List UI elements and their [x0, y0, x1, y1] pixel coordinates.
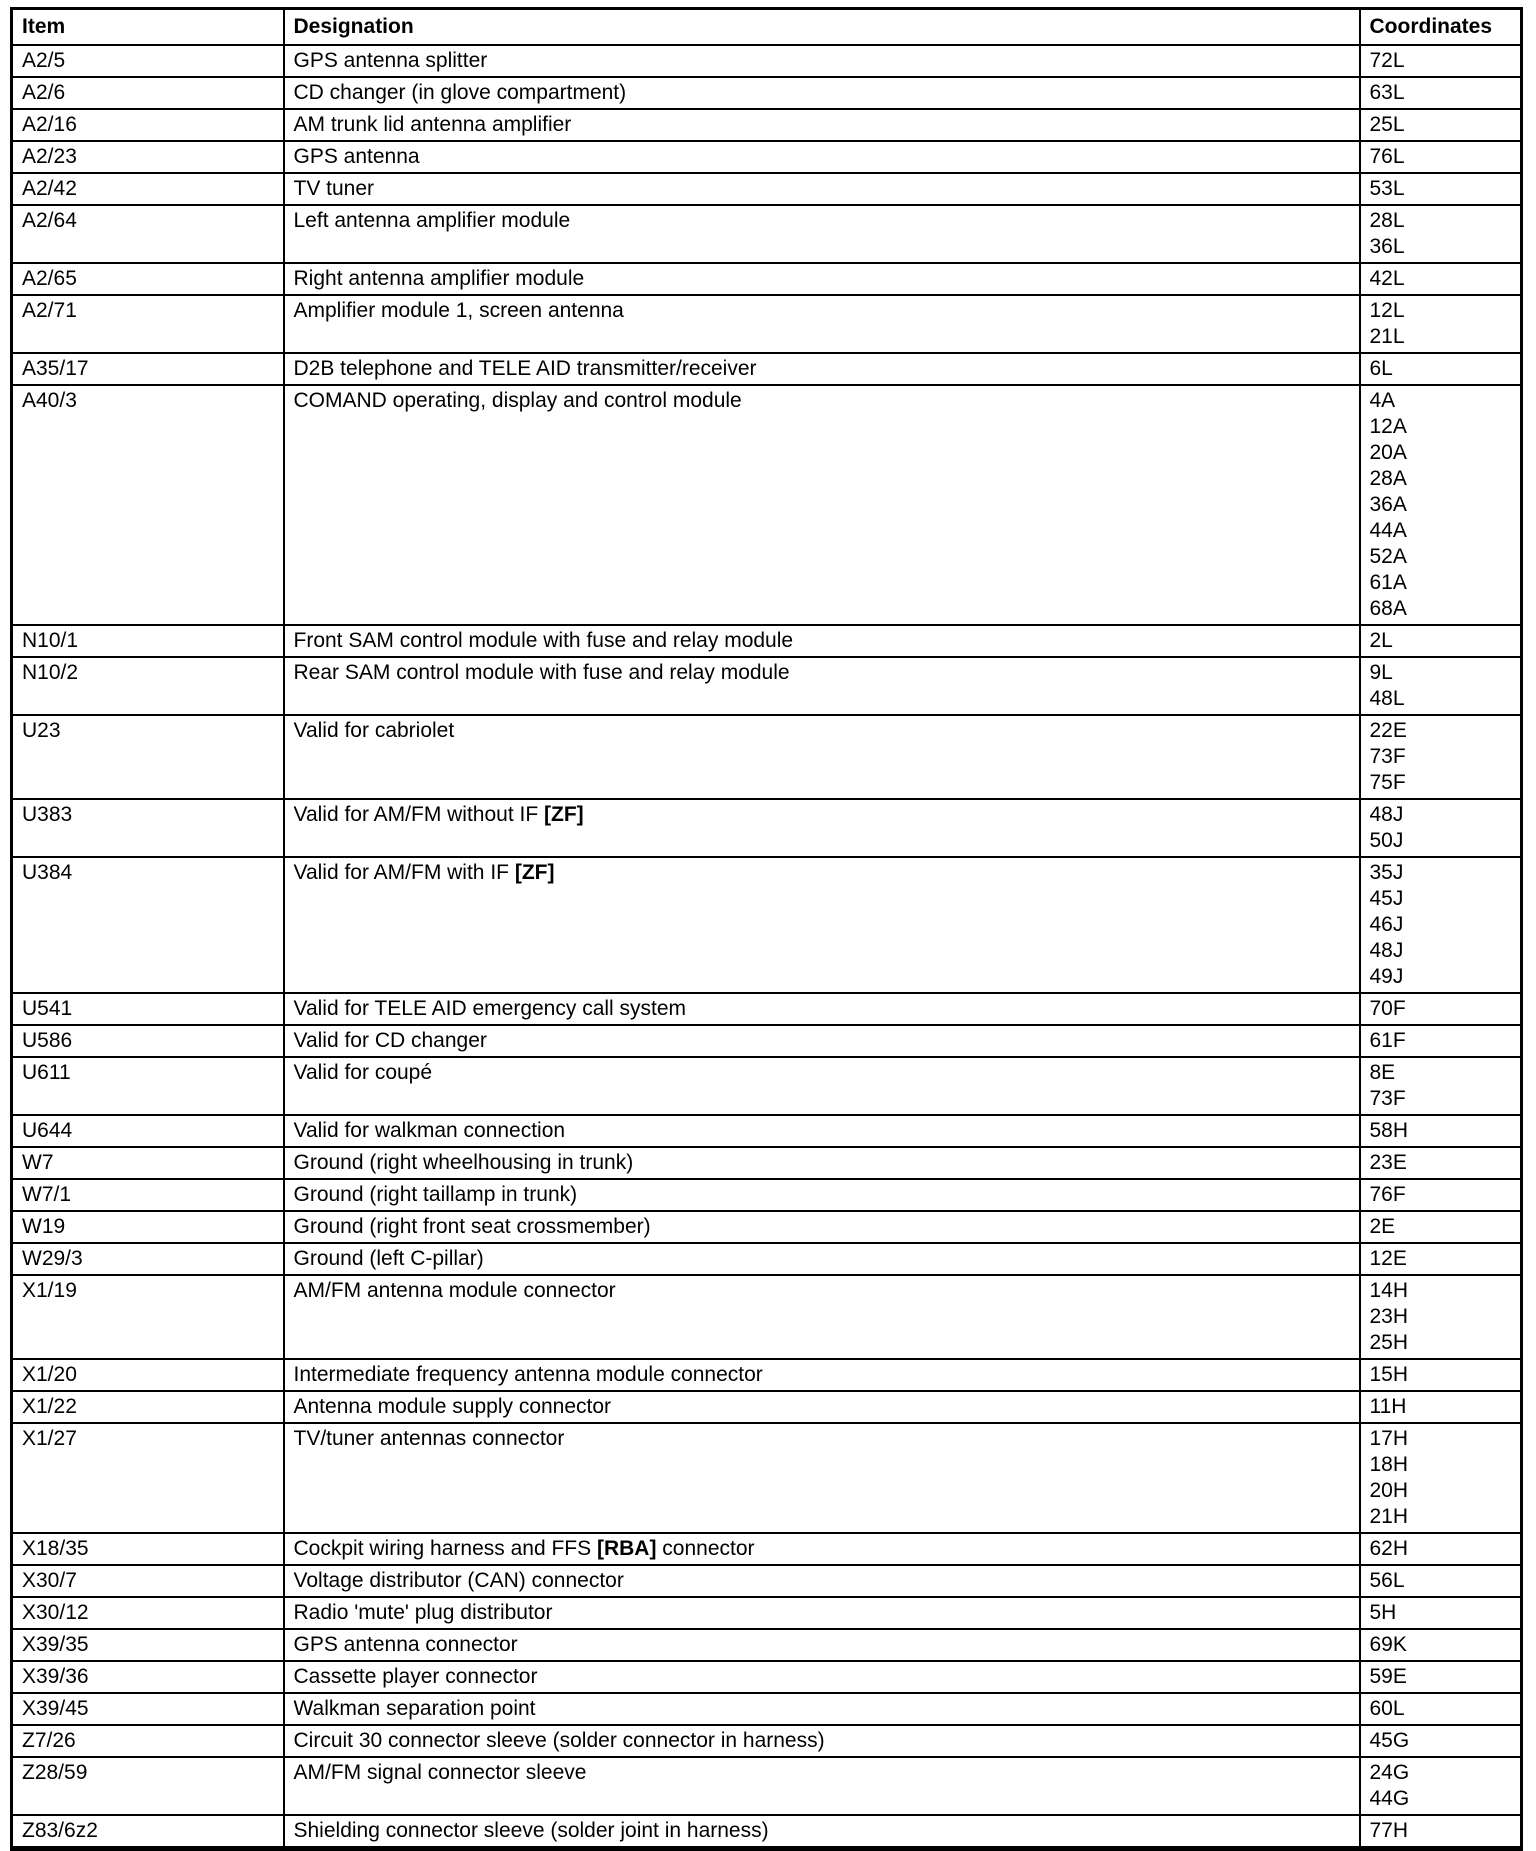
- coordinate-value: 61F: [1369, 1029, 1406, 1052]
- table-row: [12, 1565, 1522, 1597]
- coordinates-cell: [1360, 1693, 1522, 1725]
- coordinates-cell: [1360, 1025, 1522, 1057]
- coordinate-value: 18H: [1369, 1453, 1409, 1476]
- coordinates-cell: [1360, 1115, 1522, 1147]
- designation-cell: Valid for TELE AID emergency call system: [284, 993, 1360, 1025]
- designation-cell: D2B telephone and TELE AID transmitter/receiver: [284, 353, 1360, 385]
- coordinate-value: 15H: [1369, 1363, 1409, 1386]
- coordinate-value: 28L: [1369, 209, 1405, 232]
- coordinate-value: 59E: [1369, 1665, 1407, 1688]
- coordinate-value: 12E: [1369, 1247, 1407, 1270]
- table-row: [12, 1693, 1522, 1725]
- item-cell: A35/17: [12, 353, 284, 385]
- coordinate-value: 35J: [1369, 861, 1404, 884]
- coordinates-cell: [1360, 385, 1522, 625]
- item-cell: W7: [12, 1147, 284, 1179]
- item-cell: W29/3: [12, 1243, 284, 1275]
- coordinate-value: 5H: [1369, 1601, 1397, 1624]
- coordinates-cell: [1360, 715, 1522, 799]
- coordinate-value: 46J: [1369, 913, 1404, 936]
- table-header: [12, 9, 1522, 46]
- item-cell: A2/64: [12, 205, 284, 263]
- coordinate-value: 2L: [1369, 629, 1393, 652]
- item-cell: X39/35: [12, 1629, 284, 1661]
- coordinate-value: 52A: [1369, 545, 1407, 568]
- table-row: [12, 1757, 1522, 1815]
- designation-cell: GPS antenna splitter: [284, 45, 1360, 77]
- item-cell: A2/6: [12, 77, 284, 109]
- coordinate-value: 36A: [1369, 493, 1407, 516]
- item-cell: U383: [12, 799, 284, 857]
- table-row: [12, 385, 1522, 625]
- coordinate-value: 44A: [1369, 519, 1407, 542]
- coordinate-value: 21L: [1369, 325, 1405, 348]
- table-row: [12, 263, 1522, 295]
- coordinates-cell: [1360, 1359, 1522, 1391]
- item-cell: Z83/6z2: [12, 1815, 284, 1849]
- coordinate-value: 76L: [1369, 145, 1405, 168]
- coordinates-cell: [1360, 1597, 1522, 1629]
- item-cell: U384: [12, 857, 284, 993]
- coordinate-value: 20A: [1369, 441, 1407, 464]
- coordinates-cell: [1360, 353, 1522, 385]
- table-row: [12, 77, 1522, 109]
- item-cell: A2/65: [12, 263, 284, 295]
- coordinate-value: 9L: [1369, 661, 1393, 684]
- coordinates-cell: [1360, 1629, 1522, 1661]
- table-row: [12, 109, 1522, 141]
- coordinate-value: 63L: [1369, 81, 1405, 104]
- table-row: [12, 1057, 1522, 1115]
- item-cell: X39/45: [12, 1693, 284, 1725]
- coordinate-value: 4A: [1369, 389, 1396, 412]
- item-cell: N10/2: [12, 657, 284, 715]
- coordinate-value: 24G: [1369, 1761, 1410, 1784]
- header-row: [12, 9, 1522, 46]
- item-cell: W7/1: [12, 1179, 284, 1211]
- table-row: [12, 1211, 1522, 1243]
- designation-cell: Valid for AM/FM with IF [ZF]: [284, 857, 1360, 993]
- table-row: [12, 295, 1522, 353]
- coordinates-cell: [1360, 1533, 1522, 1565]
- table-row: [12, 657, 1522, 715]
- designation-cell: GPS antenna: [284, 141, 1360, 173]
- table-row: [12, 1661, 1522, 1693]
- item-cell: X1/22: [12, 1391, 284, 1423]
- designation-cell: Cockpit wiring harness and FFS [RBA] connector: [284, 1533, 1360, 1565]
- designation-cell: Antenna module supply connector: [284, 1391, 1360, 1423]
- table-row: [12, 1533, 1522, 1565]
- item-cell: X1/19: [12, 1275, 284, 1359]
- table-row: [12, 173, 1522, 205]
- coordinate-value: 12L: [1369, 299, 1405, 322]
- coordinate-value: 23H: [1369, 1305, 1409, 1328]
- item-cell: U611: [12, 1057, 284, 1115]
- table-row: [12, 1275, 1522, 1359]
- table-row: [12, 1025, 1522, 1057]
- coordinate-value: 20H: [1369, 1479, 1409, 1502]
- designation-cell: Intermediate frequency antenna module connector: [284, 1359, 1360, 1391]
- item-cell: U586: [12, 1025, 284, 1057]
- item-cell: N10/1: [12, 625, 284, 657]
- coordinates-cell: [1360, 625, 1522, 657]
- coordinate-value: 56L: [1369, 1569, 1405, 1592]
- coordinate-value: 8E: [1369, 1061, 1396, 1084]
- table-row: [12, 1243, 1522, 1275]
- item-cell: A2/5: [12, 45, 284, 77]
- coordinates-cell: [1360, 1391, 1522, 1423]
- coordinates-cell: [1360, 1815, 1522, 1849]
- designation-cell: Valid for AM/FM without IF [ZF]: [284, 799, 1360, 857]
- coordinate-value: 53L: [1369, 177, 1405, 200]
- table-row: [12, 1179, 1522, 1211]
- coordinates-cell: [1360, 263, 1522, 295]
- coordinate-value: 48L: [1369, 687, 1405, 710]
- coordinate-value: 25L: [1369, 113, 1405, 136]
- designation-cell: Amplifier module 1, screen antenna: [284, 295, 1360, 353]
- item-cell: X1/20: [12, 1359, 284, 1391]
- item-cell: A2/23: [12, 141, 284, 173]
- designation-cell: Right antenna amplifier module: [284, 263, 1360, 295]
- designation-cell: TV tuner: [284, 173, 1360, 205]
- designation-cell: GPS antenna connector: [284, 1629, 1360, 1661]
- item-cell: A2/71: [12, 295, 284, 353]
- coordinate-value: 49J: [1369, 965, 1404, 988]
- table-row: [12, 45, 1522, 77]
- coordinate-value: 73F: [1369, 1087, 1406, 1110]
- coordinate-value: 48J: [1369, 939, 1404, 962]
- item-cell: A2/16: [12, 109, 284, 141]
- coordinate-value: 12A: [1369, 415, 1407, 438]
- table-row: [12, 353, 1522, 385]
- coordinate-value: 76F: [1369, 1183, 1406, 1206]
- table-row: [12, 799, 1522, 857]
- item-cell: Z7/26: [12, 1725, 284, 1757]
- designation-cell: Front SAM control module with fuse and relay module: [284, 625, 1360, 657]
- coordinates-cell: [1360, 1423, 1522, 1533]
- coordinate-value: 22E: [1369, 719, 1407, 742]
- designation-cell: AM trunk lid antenna amplifier: [284, 109, 1360, 141]
- designation-cell: Valid for CD changer: [284, 1025, 1360, 1057]
- coordinates-cell: [1360, 1275, 1522, 1359]
- coordinate-value: 44G: [1369, 1787, 1410, 1810]
- coordinate-value: 14H: [1369, 1279, 1409, 1302]
- table-row: [12, 1629, 1522, 1661]
- table-row: [12, 993, 1522, 1025]
- designation-cell: AM/FM signal connector sleeve: [284, 1757, 1360, 1815]
- table-row: [12, 205, 1522, 263]
- table-row: [12, 1423, 1522, 1533]
- table-row: [12, 1147, 1522, 1179]
- coordinate-value: 62H: [1369, 1537, 1409, 1560]
- coordinate-value: 45G: [1369, 1729, 1410, 1752]
- table-row: [12, 1359, 1522, 1391]
- coordinate-value: 75F: [1369, 771, 1406, 794]
- coordinates-cell: [1360, 205, 1522, 263]
- component-legend-table: [10, 7, 1523, 1851]
- column-header-coordinates: Coordinates: [1360, 9, 1522, 46]
- designation-cell: COMAND operating, display and control module: [284, 385, 1360, 625]
- designation-cell: AM/FM antenna module connector: [284, 1275, 1360, 1359]
- coordinate-value: 60L: [1369, 1697, 1405, 1720]
- designation-cell: Ground (right front seat crossmember): [284, 1211, 1360, 1243]
- coordinates-cell: [1360, 657, 1522, 715]
- coordinate-value: 17H: [1369, 1427, 1409, 1450]
- designation-cell: Walkman separation point: [284, 1693, 1360, 1725]
- designation-cell: Ground (right taillamp in trunk): [284, 1179, 1360, 1211]
- coordinates-cell: [1360, 1243, 1522, 1275]
- item-cell: X39/36: [12, 1661, 284, 1693]
- table-row: [12, 1725, 1522, 1757]
- item-cell: U541: [12, 993, 284, 1025]
- coordinates-cell: [1360, 1661, 1522, 1693]
- coordinates-cell: [1360, 1725, 1522, 1757]
- coordinates-cell: [1360, 1057, 1522, 1115]
- coordinate-value: 48J: [1369, 803, 1404, 826]
- column-header-designation: Designation: [284, 9, 1360, 46]
- designation-cell: TV/tuner antennas connector: [284, 1423, 1360, 1533]
- designation-cell: Left antenna amplifier module: [284, 205, 1360, 263]
- coordinates-cell: [1360, 45, 1522, 77]
- table-row: [12, 1391, 1522, 1423]
- coordinate-value: 70F: [1369, 997, 1406, 1020]
- designation-cell: Valid for coupé: [284, 1057, 1360, 1115]
- coordinate-value: 23E: [1369, 1151, 1407, 1174]
- coordinate-value: 50J: [1369, 829, 1404, 852]
- designation-cell: Ground (left C-pillar): [284, 1243, 1360, 1275]
- coordinate-value: 36L: [1369, 235, 1405, 258]
- designation-cell: Valid for cabriolet: [284, 715, 1360, 799]
- designation-cell: Shielding connector sleeve (solder joint in harness): [284, 1815, 1360, 1849]
- coordinate-value: 69K: [1369, 1633, 1407, 1656]
- coordinates-cell: [1360, 1147, 1522, 1179]
- item-cell: X30/7: [12, 1565, 284, 1597]
- item-cell: X18/35: [12, 1533, 284, 1565]
- coordinate-value: 61A: [1369, 571, 1407, 594]
- coordinate-value: 28A: [1369, 467, 1407, 490]
- designation-cell: Rear SAM control module with fuse and relay module: [284, 657, 1360, 715]
- coordinate-value: 6L: [1369, 357, 1393, 380]
- coordinates-cell: [1360, 1565, 1522, 1597]
- designation-cell: Radio 'mute' plug distributor: [284, 1597, 1360, 1629]
- coordinate-value: 21H: [1369, 1505, 1409, 1528]
- designation-cell: Cassette player connector: [284, 1661, 1360, 1693]
- coordinates-cell: [1360, 141, 1522, 173]
- coordinate-value: 58H: [1369, 1119, 1409, 1142]
- coordinates-cell: [1360, 1211, 1522, 1243]
- coordinate-value: 2E: [1369, 1215, 1396, 1238]
- item-cell: Z28/59: [12, 1757, 284, 1815]
- coordinate-value: 45J: [1369, 887, 1404, 910]
- coordinate-value: 73F: [1369, 745, 1406, 768]
- item-cell: U23: [12, 715, 284, 799]
- coordinate-value: 11H: [1369, 1395, 1407, 1418]
- coordinates-cell: [1360, 993, 1522, 1025]
- item-cell: A2/42: [12, 173, 284, 205]
- coordinate-value: 77H: [1369, 1819, 1409, 1842]
- coordinates-cell: [1360, 77, 1522, 109]
- table-row: [12, 1597, 1522, 1629]
- designation-cell: Ground (right wheelhousing in trunk): [284, 1147, 1360, 1179]
- item-cell: A40/3: [12, 385, 284, 625]
- coordinates-cell: [1360, 857, 1522, 993]
- item-cell: X1/27: [12, 1423, 284, 1533]
- coordinates-cell: [1360, 109, 1522, 141]
- table-row: [12, 857, 1522, 993]
- table-row: [12, 141, 1522, 173]
- coordinates-cell: [1360, 1757, 1522, 1815]
- item-cell: U644: [12, 1115, 284, 1147]
- designation-cell: Circuit 30 connector sleeve (solder connector in harness): [284, 1725, 1360, 1757]
- table-row: [12, 1115, 1522, 1147]
- coordinate-value: 68A: [1369, 597, 1407, 620]
- coordinate-value: 25H: [1369, 1331, 1409, 1354]
- coordinates-cell: [1360, 295, 1522, 353]
- item-cell: X30/12: [12, 1597, 284, 1629]
- designation-cell: Valid for walkman connection: [284, 1115, 1360, 1147]
- column-header-item: Item: [12, 9, 284, 46]
- coordinates-cell: [1360, 173, 1522, 205]
- table-row: [12, 715, 1522, 799]
- table-body: [12, 45, 1522, 1849]
- table-row: [12, 625, 1522, 657]
- table-row: [12, 1815, 1522, 1849]
- coordinate-value: 72L: [1369, 49, 1405, 72]
- coordinates-cell: [1360, 799, 1522, 857]
- designation-cell: CD changer (in glove compartment): [284, 77, 1360, 109]
- designation-cell: Voltage distributor (CAN) connector: [284, 1565, 1360, 1597]
- coordinates-cell: [1360, 1179, 1522, 1211]
- coordinate-value: 42L: [1369, 267, 1405, 290]
- item-cell: W19: [12, 1211, 284, 1243]
